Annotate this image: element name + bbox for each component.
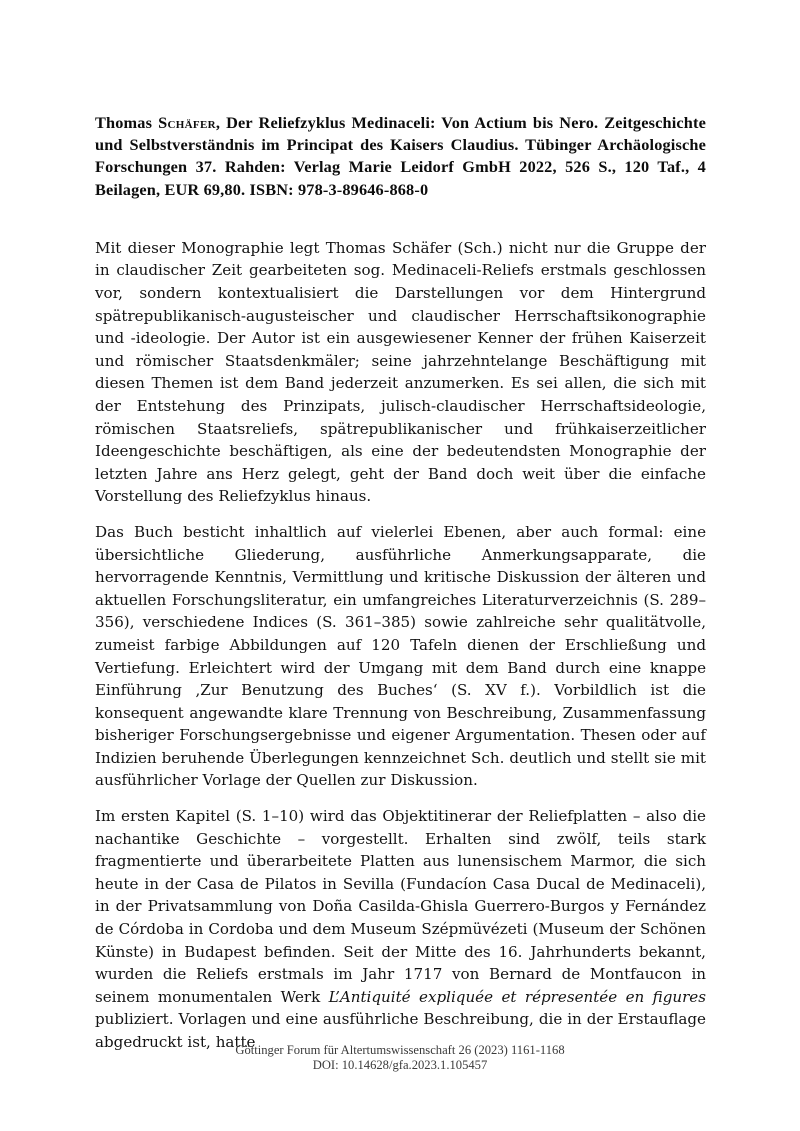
paragraph-3 bbox=[95, 805, 706, 1054]
paragraph-2: Das Buch besticht inhaltlich auf vielerlei Ebenen, aber auch formal: eine übersichtliche Gliederung, ausführliche Anmerkungsapparate, die hervorragende Kenntnis, Vermittlung und kritische Diskussion der älteren und aktuellen Forschungsliteratur, ein umfangreiches Literaturverzeichnis (S. 289–356), verschiedene Indices (S. 361–385) sowie zahlreiche sehr qualitätvolle, zumeist farbige Abbildungen auf 120 Tafeln dienen der Erschließung und Vertiefung. Erleichtert wird der Umgang mit dem Band durch eine knappe Einführung ‚Zur Benutzung des Buches‘ (S. XV f.). Vorbildlich ist die konsequent angewandte klare Trennung von Beschreibung, Zusammenfassung bisheriger Forschungsergebnisse und eigener Argumentation. Thesen oder auf Indizien beruhende Überlegungen kennzeichnet Sch. deutlich und stellt sie mit ausführlicher Vorlage der Quellen zur Diskussion. bbox=[95, 522, 706, 790]
heading-author-surname: Schäfer bbox=[158, 113, 216, 132]
heading-reference-details: , Der Reliefzyklus Medinaceli: Von Actium bis Nero. Zeitgeschichte und Selbstverständnis im Principat des Kaisers Claudius. Tübinger Archäologische Forschungen 37. Rahden: Verlag Marie Leidorf GmbH 2022, 526 S., 120 Taf., 4 Beilagen, EUR 69,80. ISBN: 978-3-89646-868-0 bbox=[95, 113, 707, 199]
footer-doi: DOI: 10.14628/gfa.2023.1.105457 bbox=[312, 1057, 488, 1072]
page-content-column bbox=[95, 112, 706, 1054]
page-footer bbox=[0, 1043, 800, 1072]
bibliographic-heading bbox=[95, 112, 706, 201]
paragraph-3-text-after-title: publiziert. Vorlagen und eine ausführliche Beschreibung, die in der Erstauflage abgedruckt ist, hatte bbox=[95, 1010, 706, 1051]
paragraph-3-text-before-title: Im ersten Kapitel (S. 1–10) wird das Objektitinerar der Reliefplatten – also die nachantike Geschichte – vorgestellt. Erhalten sind zwölf, teils stark fragmentierte und überarbeitete Platten aus lunensischem Marmor, die sich heute in der Casa de Pilatos in Sevilla (Fundacíon Casa Ducal de Medinaceli), in der Privatsammlung von Doña Casilda-Ghisla Guerrero-Burgos y Fernández de Córdoba in Cordoba und dem Museum Szépmüvézeti (Museum der Schönen Künste) in Budapest befinden. Seit der Mitte des 16. Jahrhunderts bekannt, wurden die Reliefs erstmals im Jahr 1717 von Bernard de Montfaucon in seinem monumentalen Werk bbox=[95, 807, 706, 1006]
heading-author-firstname: Thomas bbox=[95, 113, 159, 132]
review-body bbox=[95, 237, 706, 1054]
footer-journal-citation: Göttinger Forum für Altertumswissenschaft 26 (2023) 1161-1168 bbox=[235, 1043, 565, 1057]
cited-work-title: L’Antiquité expliquée et répresentée en figures bbox=[328, 987, 706, 1006]
paragraph-1: Mit dieser Monographie legt Thomas Schäfer (Sch.) nicht nur die Gruppe der in claudischer Zeit gearbeiteten sog. Medinaceli-Reliefs erstmals geschlossen vor, sondern kontextualisiert die Darstellungen vor dem Hintergrund spätrepublikanisch-augusteischer und claudischer Herrschaftsikonographie und -ideologie. Der Autor ist ein ausgewiesener Kenner der frühen Kaiserzeit und römischer Staatsdenkmäler; seine jahrzehntelange Beschäftigung mit diesen Themen ist dem Band jederzeit anzumerken. Es sei allen, die sich mit der Entstehung des Prinzipats, julisch-claudischer Herrschaftsideologie, römischen Staatsreliefs, spätrepublikanischer und frühkaiserzeitlicher Ideengeschichte beschäftigen, als eine der bedeutendsten Monographie der letzten Jahre ans Herz gelegt, geht der Band doch weit über die einfache Vorstellung des Reliefzyklus hinaus. bbox=[95, 238, 706, 506]
